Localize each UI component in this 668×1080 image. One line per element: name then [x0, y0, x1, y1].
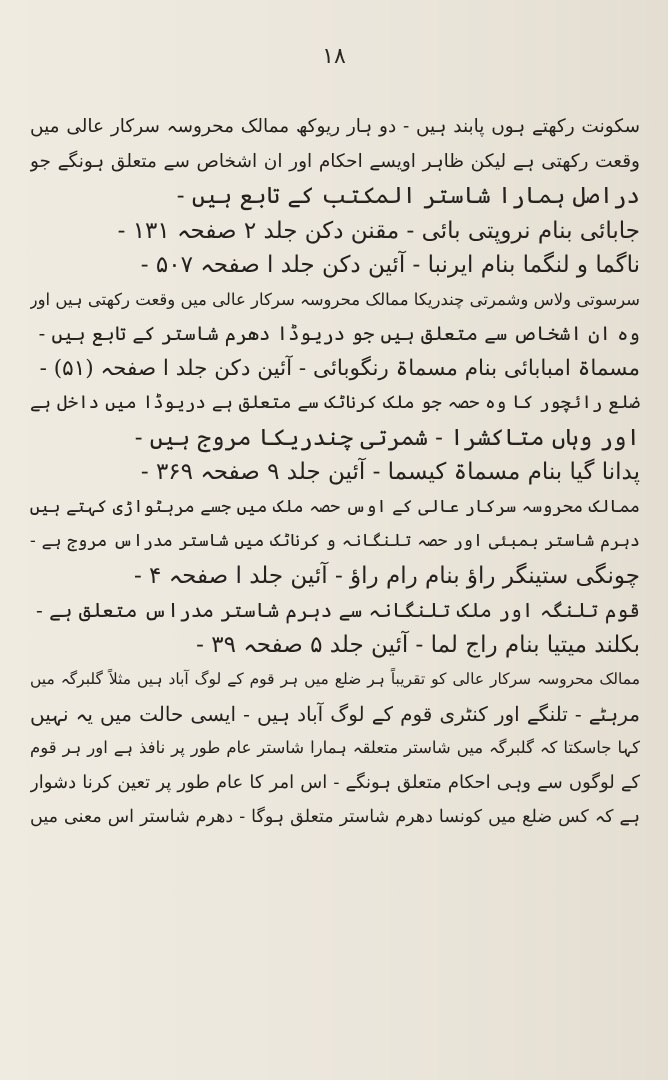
- page-number: ۱۸: [322, 44, 346, 69]
- citation-line: پدانا گیا بنام مسماۃ کیسما - آئین جلد ۹ صفحہ ۳۶۹ -: [140, 459, 640, 485]
- text-line: مرہٹے - تلنگے اور کنٹری قوم کے لوگ آباد ہیں - ایسی حالت میں یہ نہیں: [30, 701, 640, 726]
- text-line: ضلع رائچور کا وہ حصہ جو ملک کرناٹک سے متعلق ہے دریوڈا میں داخل ہے: [30, 392, 640, 413]
- text-line: کے لوگوں سے وہی احکام متعلق ہونگے - اس امر کا عام طور پر تعین کرنا دشوار: [30, 771, 640, 793]
- text-line: ہے کہ کس ضلع میں کونسا دھرم شاستر متعلق ہوگا - دھرم شاستر اس معنی میں: [30, 807, 640, 827]
- text-line: دہرم شاستر بمبئی اور حصہ تلنگانہ و کرناٹک میں شاستر مدراس مروج ہے -: [30, 531, 640, 551]
- body-text: [30, 110, 640, 835]
- text-line: سکونت رکھتے ہوں پابند ہیں - دو ہار ریوکھ ممالک محروسہ سرکار عالی میں: [30, 116, 640, 137]
- text-line: ممالک محروسہ سرکار عالی کے اوس حصہ ملک میں جسے مرہٹواڑی کہتے ہیں: [30, 496, 640, 517]
- citation-line: جابائی بنام نروپتی بائی - مقنن دکن جلد ۲ صفحہ ۱۳۱ -: [117, 217, 640, 244]
- text-line: اور وہاں متاکشرا - شمرتی چندریکا مروج ہیں -: [134, 424, 640, 451]
- citation-line: چونگی ستینگر راؤ بنام رام راؤ - آئین جلد ا صفحہ ۴ -: [133, 562, 640, 589]
- text-line: وہ ان اشخاص سے متعلق ہیں جو دریوڈا دھرم شاستر کے تابع ہیں -: [38, 322, 640, 345]
- citation-line: مسماۃ امبابائی بنام مسماۃ رنگوبائی - آئین دکن جلد ا صفحہ (۵۱) -: [39, 355, 640, 381]
- text-line: سرسوتی ولاس وشمرتی چندریکا ممالک محروسہ سرکار عالی میں وقعت رکھتی ہیں اور: [30, 289, 640, 309]
- text-line: دراصل ہمارا شاستر المکتب کے تابع ہیں -: [176, 183, 640, 209]
- text-line: قوم تلنگہ اور ملک تلنگانہ سے دہرم شاستر مدراس متعلق ہے -: [35, 598, 640, 622]
- citation-line: ناگما و لنگما بنام ایرنبا - آئین دکن جلد ا صفحہ ۵۰۷ -: [140, 252, 640, 278]
- text-line: ممالک محروسہ سرکار عالی کو تقریباً ہر ضلع میں ہر قوم کے لوگ آباد ہیں مثلاً گلبرگہ میں: [30, 670, 640, 688]
- text-line: کہا جاسکتا کہ گلبرگہ میں شاستر متعلقہ ہمارا شاستر عام طور پر نافذ ہے اور ہر قوم: [30, 738, 640, 757]
- text-line: وقعت رکھتی ہے لیکن ظاہر اویسے احکام اور ان اشخاص سے متعلق ہونگے جو: [30, 150, 640, 172]
- citation-line: بکلند میتیا بنام راج لما - آئین جلد ۵ صفحہ ۳۹ -: [196, 631, 640, 658]
